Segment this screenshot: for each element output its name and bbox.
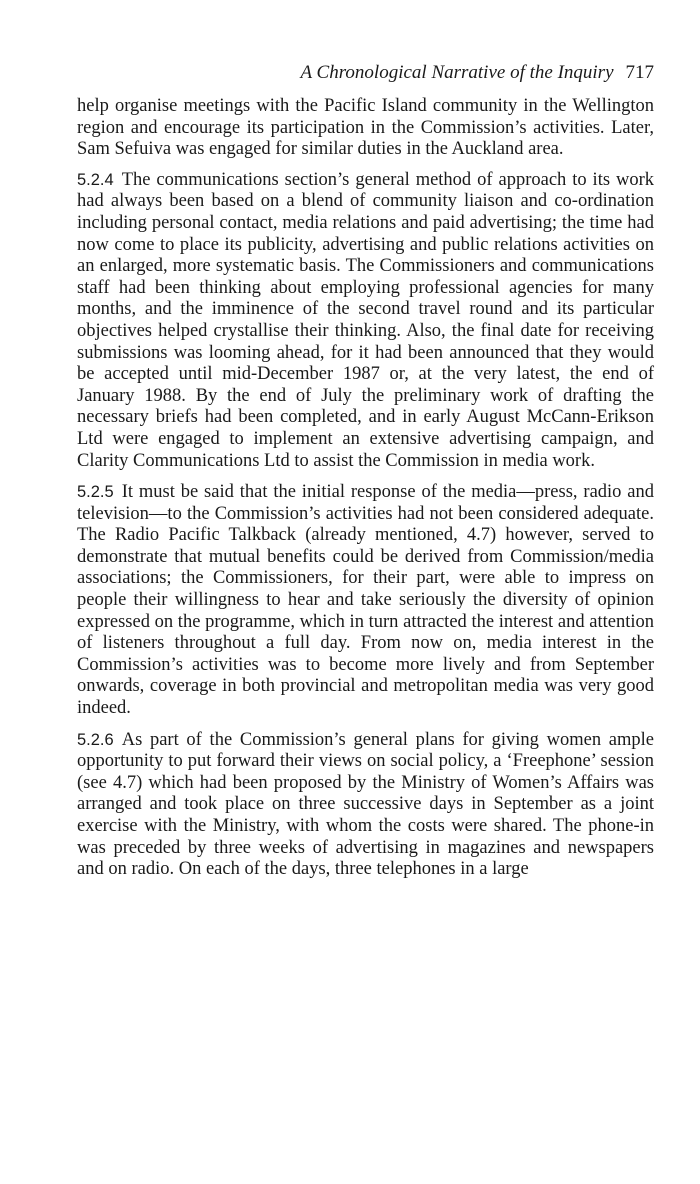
section-number: 5.2.6 — [77, 730, 114, 749]
paragraph-5-2-4 — [77, 170, 654, 472]
paragraph-5-2-6 — [77, 730, 654, 881]
paragraph-continued — [77, 96, 654, 161]
section-number: 5.2.5 — [77, 483, 114, 502]
paragraph-5-2-5 — [77, 482, 654, 720]
paragraph-text: help organise meetings with the Pacific Island community in the Wellington region and encourage its participation in the Commission’s activities. Later, Sam Sefuiva was engaged for similar duties in the Auckland area. — [77, 96, 654, 160]
page-number: 717 — [625, 62, 654, 83]
paragraph-text: As part of the Commission’s general plans for giving women ample opportunity to put forward their views on social policy, a ‘Freephone’ session (see 4.7) which had been proposed by the Ministry of Women’s Affairs was arranged and took place on three successive days in September as a joint exercise with the Ministry, with whom the costs were shared. The phone-in was preceded by three weeks of advertising in magazines and newspapers and on radio. On each of the days, three telephones in a large — [77, 729, 654, 880]
running-header — [77, 60, 654, 90]
running-title: A Chronological Narrative of the Inquiry — [300, 62, 614, 83]
book-page — [77, 60, 654, 891]
section-number: 5.2.4 — [77, 170, 114, 189]
paragraph-text: The communications section’s general method of approach to its work had always been based on a blend of community liaison and co-ordination including personal contact, media relations and paid advertising; the time had now come to place its publicity, advertising and public relations activities on an enlarged, more systematic basis. The Commissioners and communications staff had been thinking about employing professional agencies for many months, and the imminence of the second travel round and its particular objectives helped crystallise their thinking. Also, the final date for receiving submissions was looming ahead, for it had been announced that they would be accepted until mid-December 1987 or, at the very latest, the end of January 1988. By the end of July the preliminary work of drafting the necessary briefs had been completed, and in early August McCann-Erikson Ltd were engaged to implement an extensive advertising campaign, and Clarity Communications Ltd to assist the Commission in media work. — [77, 169, 654, 471]
paragraph-text: It must be said that the initial response of the media—press, radio and television—to the Commission’s activities had not been considered adequate. The Radio Pacific Talkback (already mentioned, 4.7) however, served to demonstrate that mutual benefits could be derived from Commission/media associations; the Commissioners, for their part, were able to impress on people their willingness to hear and take seriously the diversity of opinion expressed on the programme, which in turn attracted the interest and attention of listeners throughout a full day. From now on, media interest in the Commission’s activities was to become more lively and from September onwards, coverage in both provincial and metropolitan media was very good indeed. — [77, 482, 654, 719]
